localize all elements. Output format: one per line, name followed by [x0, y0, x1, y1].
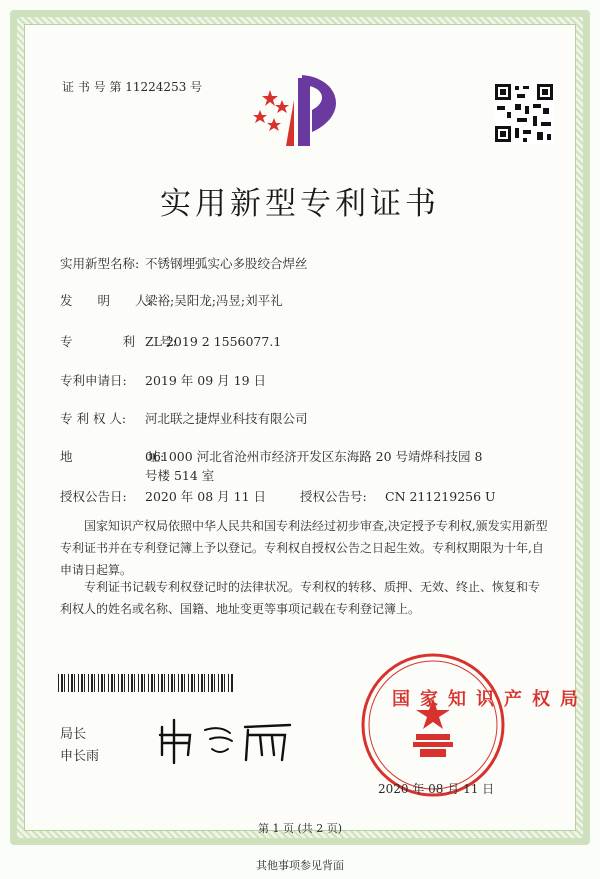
director-name: 申长雨 [60, 749, 100, 764]
announce-date-label: 授权公告日: [60, 489, 127, 504]
application-date-label: 专利申请日: [60, 373, 127, 388]
director-signature [150, 705, 310, 765]
patent-number-value: ZL 2019 2 1556077.1 [145, 334, 282, 349]
cnipa-logo [250, 70, 355, 150]
barcode-icon [58, 674, 233, 692]
grant-paragraph: 国家知识产权局依照中华人民共和国专利法经过初步审查,决定授予专利权,颁发实用新型专利证书并在专利登记簿上予以登记。专利权自授权公告之日起生效。专利权期限为十年,自申请日起算。 [60, 519, 548, 577]
inventor-value: 梁裕;吴阳龙;冯昱;刘平礼 [145, 293, 283, 308]
address-line-2: 号楼 514 室 [145, 468, 215, 483]
director-title: 局长 [60, 727, 87, 742]
seal-date: 2020 年 08 月 11 日 [378, 782, 495, 796]
patentee-label: 专 利 权 人: [60, 411, 127, 426]
name-value: 不锈钢埋弧实心多股绞合焊丝 [145, 256, 308, 271]
seal-text: 国家知识产权局 [392, 689, 588, 710]
name-label: 实用新型名称: [60, 256, 140, 271]
page-info: 第 1 页 (共 2 页) [257, 822, 343, 835]
official-seal [358, 650, 508, 800]
patentee-value: 河北联之捷焊业科技有限公司 [145, 411, 308, 426]
announce-date-value: 2020 年 08 月 11 日 [145, 489, 266, 504]
footer-note: 其他事项参见背面 [256, 859, 344, 872]
qr-code-icon [493, 82, 555, 144]
application-date-value: 2019 年 09 月 19 日 [145, 373, 266, 388]
legal-status-paragraph: 专利证书记载专利权登记时的法律状况。专利权的转移、质押、无效、终止、恢复和专利权人的姓名或名称、国籍、地址变更等事项记载在专利登记簿上。 [60, 580, 541, 616]
patent-number-label: 专 利 号: [60, 334, 177, 349]
address-label: 地 址: [60, 449, 165, 464]
certificate-number: 证 书 号 第 11224253 号 [62, 80, 203, 94]
certificate-title: 实用新型专利证书 [160, 186, 440, 222]
address-line-1: 061000 河北省沧州市经济开发区东海路 20 号靖烨科技园 8 [145, 449, 483, 464]
inventor-label: 发 明 人: [60, 293, 152, 308]
announce-number-value: CN 211219256 U [385, 489, 496, 504]
announce-number-label: 授权公告号: [300, 489, 367, 504]
